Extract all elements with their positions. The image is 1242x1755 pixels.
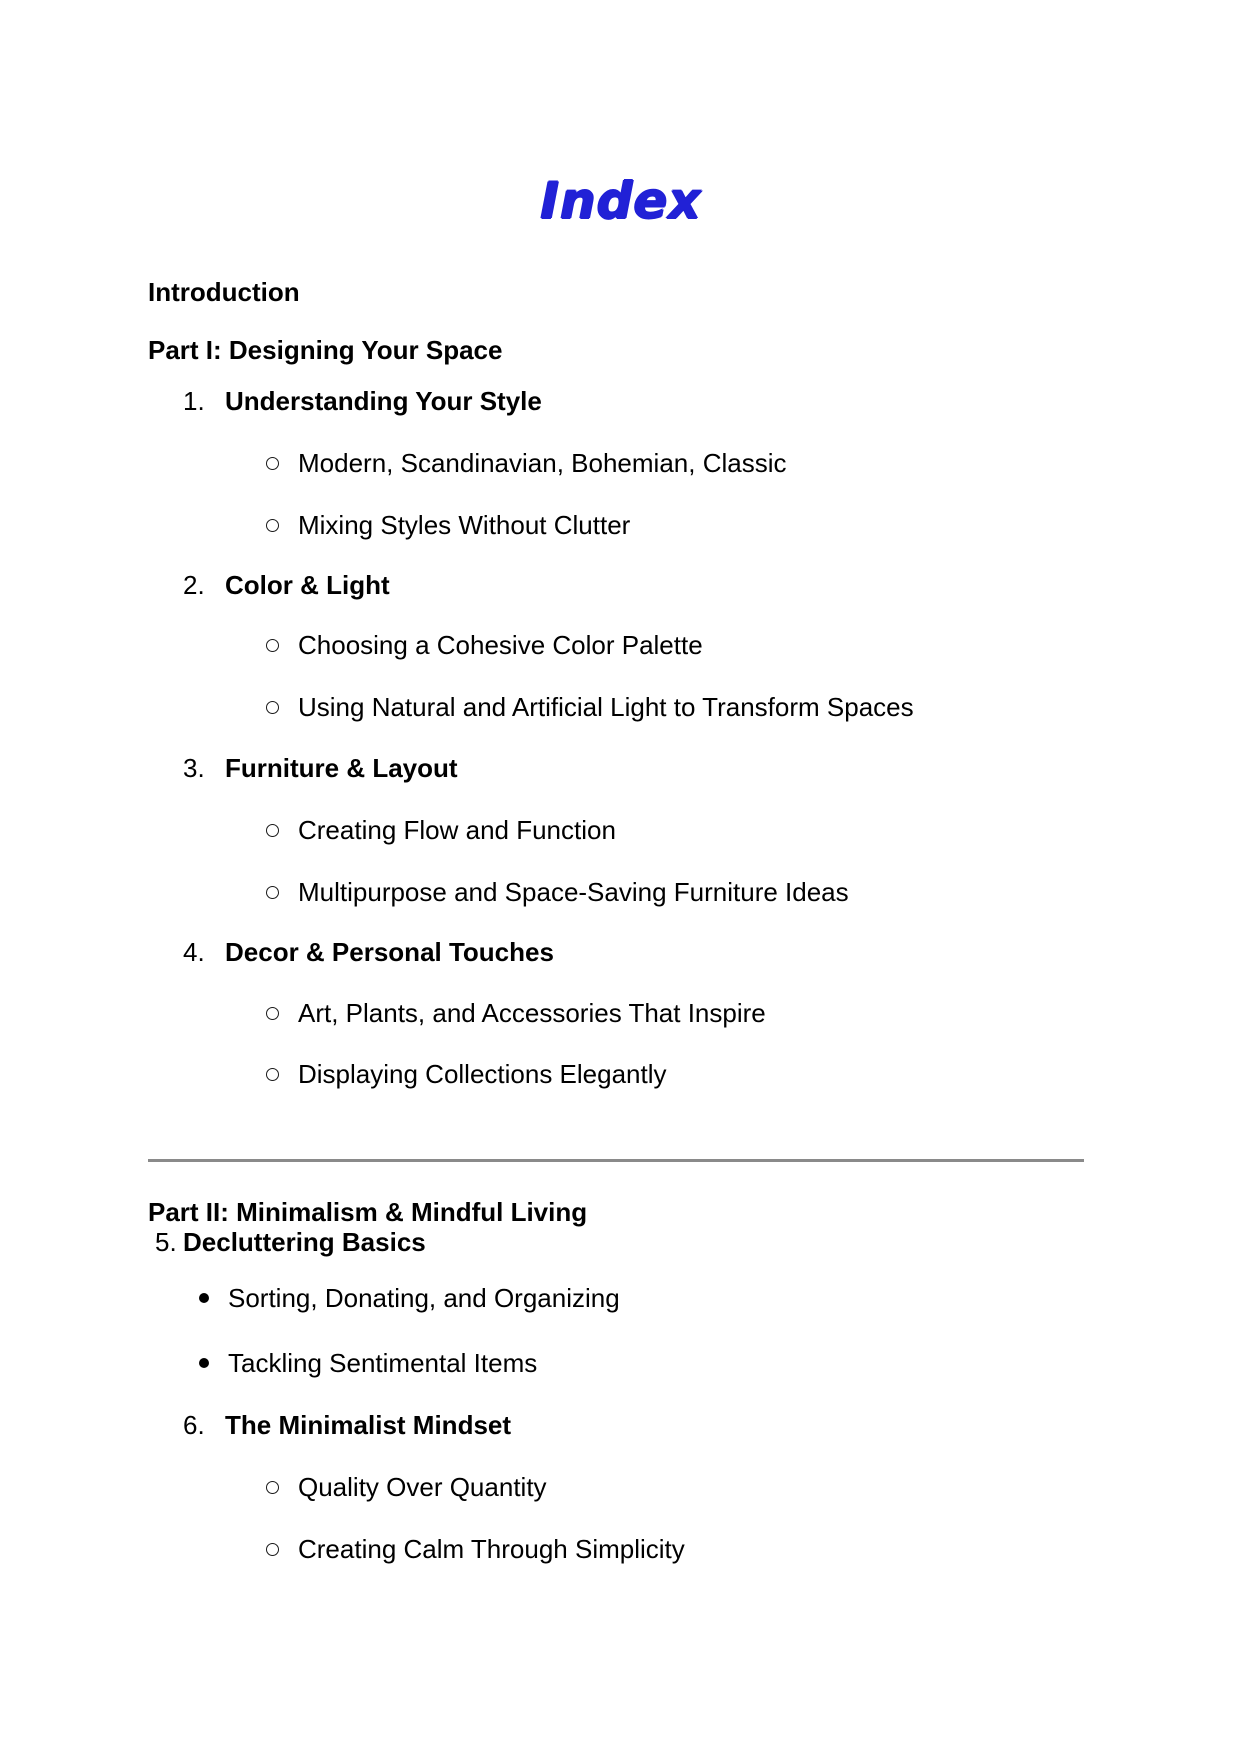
hollow-bullet-icon [266,1068,279,1081]
chapter-title: Decluttering Basics [183,1227,426,1257]
chapter-title: The Minimalist Mindset [225,1410,512,1440]
sub-item [266,815,616,846]
bullet-item [199,1348,537,1379]
sub-item-label: Mixing Styles Without Clutter [298,510,631,540]
bullet-item-label: Sorting, Donating, and Organizing [228,1283,620,1313]
bullet-item [199,1283,620,1314]
chapter-item [183,937,554,968]
sub-item-label: Using Natural and Artificial Light to Transform Spaces [298,692,914,722]
hollow-bullet-icon [266,824,279,837]
sub-item [266,1472,547,1503]
hollow-bullet-icon [266,886,279,899]
hollow-bullet-icon [266,457,279,470]
sub-item-label: Creating Flow and Function [298,815,616,845]
chapter-title: Decor & Personal Touches [225,937,554,967]
chapter-title: Furniture & Layout [225,753,458,783]
hollow-bullet-icon [266,1481,279,1494]
sub-item-label: Modern, Scandinavian, Bohemian, Classic [298,448,787,478]
chapter-title: Color & Light [225,570,390,600]
hollow-bullet-icon [266,1007,279,1020]
hollow-bullet-icon [266,701,279,714]
chapter-title: Understanding Your Style [225,386,542,416]
sub-item-label: Quality Over Quantity [298,1472,547,1502]
chapter-item [183,570,390,601]
chapter-item [183,1410,511,1441]
sub-item [266,998,766,1029]
chapter-item [183,386,542,417]
sub-item [266,1534,685,1565]
sub-item [266,877,849,908]
sub-item [266,510,630,541]
chapter-number: 1. [183,386,205,416]
chapter-number: 5. [155,1227,177,1257]
sub-item-label: Creating Calm Through Simplicity [298,1534,685,1564]
hollow-bullet-icon [266,639,279,652]
chapter-item [155,1227,426,1258]
hollow-bullet-icon [266,519,279,532]
sub-item-label: Choosing a Cohesive Color Palette [298,630,703,660]
part2-heading: Part II: Minimalism & Mindful Living [148,1197,588,1227]
horizontal-rule [148,1159,1084,1162]
filled-bullet-icon [199,1293,209,1303]
filled-bullet-icon [199,1358,209,1368]
sub-item [266,1059,667,1090]
chapter-item [183,753,458,784]
chapter-number: 3. [183,753,205,783]
sub-item [266,630,703,661]
sub-item-label: Art, Plants, and Accessories That Inspire [298,998,766,1028]
chapter-number: 6. [183,1410,205,1440]
sub-item [266,692,914,723]
sub-item [266,448,786,479]
hollow-bullet-icon [266,1543,279,1556]
document-title: Index [540,172,702,230]
sub-item-label: Multipurpose and Space-Saving Furniture Ideas [298,877,849,907]
intro-heading: Introduction [148,277,300,307]
part1-heading: Part I: Designing Your Space [148,335,503,365]
bullet-item-label: Tackling Sentimental Items [228,1348,538,1378]
sub-item-label: Displaying Collections Elegantly [298,1059,667,1089]
chapter-number: 4. [183,937,205,967]
chapter-number: 2. [183,570,205,600]
